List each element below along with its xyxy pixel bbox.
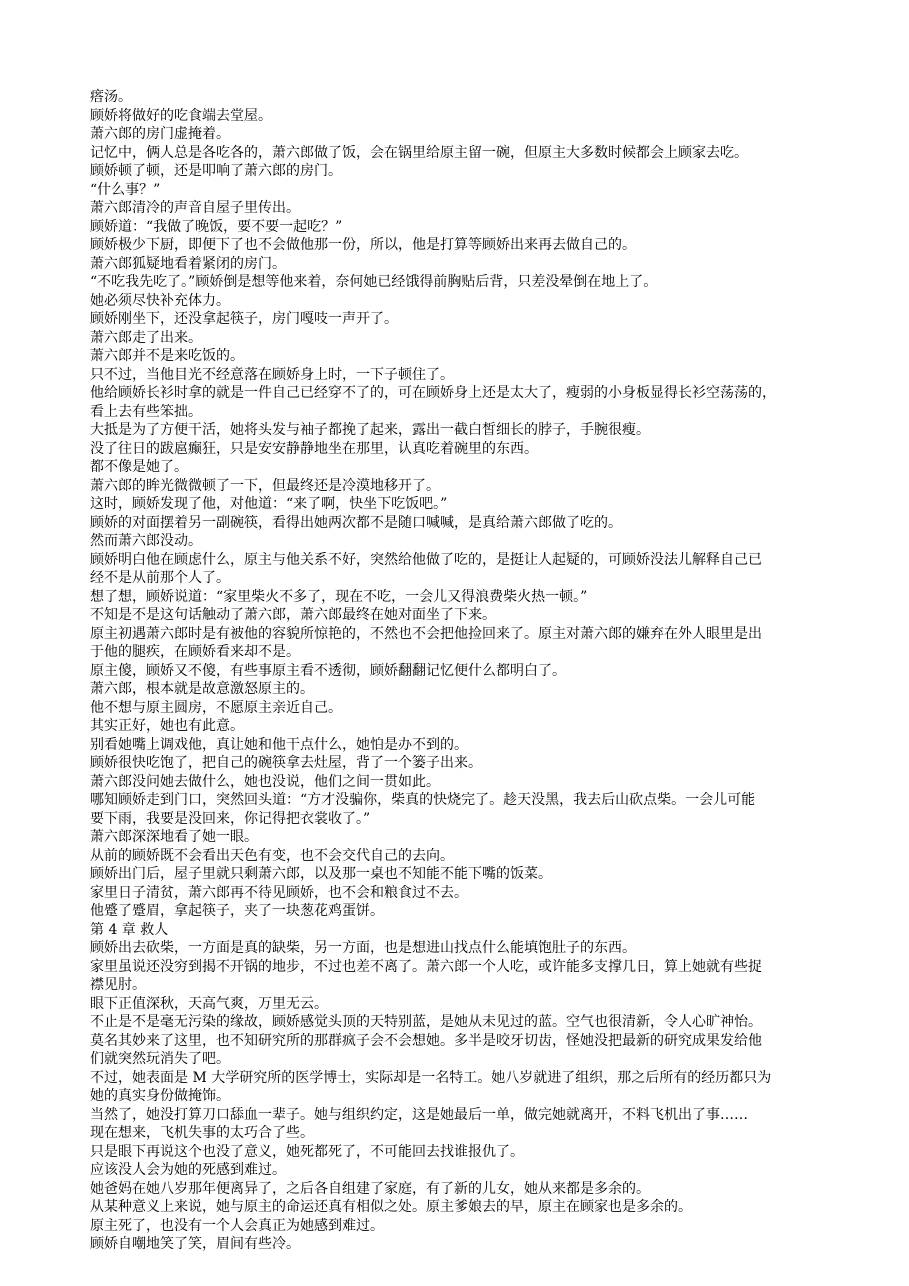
paragraph: 顾娇自嘲地笑了笑，眉间有些冷。 [90,1236,300,1252]
paragraph: 从前的顾娇既不会看出天色有变，也不会交代自己的去向。 [90,847,454,864]
paragraph: 别看她嘴上调戏他，真让她和他干点什么，她怕是办不到的。 [90,736,468,753]
paragraph: 原主死了，也没有一个人会真正为她感到难过。 [90,1217,384,1234]
paragraph: 现在想来，飞机失事的太巧合了些。 [90,1125,314,1141]
paragraph: 顾娇很快吃饱了，把自己的碗筷拿去灶屋，背了一个篓子出来。 [90,755,482,771]
paragraph: 然而萧六郎没动。 [90,533,202,549]
paragraph: 顾娇的对面摆着另一副碗筷，看得出她两次都不是随口喊喊，是真给萧六郎做了吃的。 [90,514,622,531]
paragraph: 他蹙了蹙眉，拿起筷子，夹了一块葱花鸡蛋饼。 [90,903,384,919]
paragraph: 顾娇出去砍柴，一方面是真的缺柴，另一方面，也是想进山找点什么能填饱肚子的东西。 [90,940,636,956]
paragraph: 应该没人会为她的死感到难过。 [90,1162,286,1178]
paragraph: 萧六郎的房门虚掩着。 [90,126,230,142]
paragraph: 原主初遇萧六郎时是有被他的容貌所惊艳的，不然也不会把他捡回来了。原主对萧六郎的嫌弃在外人眼里是出 于他的腿疾，在顾娇看来却不是。 [90,625,762,660]
paragraph: 当然了，她没打算刀口舔血一辈子。她与组织约定，这是她最后一单，做完她就离开，不料飞机出了事…… [90,1106,748,1123]
paragraph: 萧六郎没问她去做什么，她也没说，他们之间一贯如此。 [90,773,440,790]
paragraph: 萧六郎走了出来。 [90,329,202,346]
paragraph: “不吃我先吃了。”顾娇倒是想等他来着，奈何她已经饿得前胸贴后背，只差没晕倒在地上了。 [90,274,658,290]
paragraph: 只不过，当他目光不经意落在顾娇身上时，一下子顿住了。 [90,366,454,383]
paragraph: 顾娇极少下厨，即便下了也不会做他那一份，所以，他是打算等顾娇出来再去做自己的。 [90,237,636,253]
paragraph: 眼下正值深秋，天高气爽，万里无云。 [90,995,328,1012]
paragraph: 其实正好，她也有此意。 [90,718,244,734]
paragraph: 莫名其妙来了这里，也不知研究所的那群疯子会不会想她。多半是咬牙切齿，怪她没把最新的研究成果发给他 们就突然玩消失了吧。 [90,1032,762,1067]
paragraph: 原主傻，顾娇又不傻，有些事原主看不透彻，顾娇翻翻记忆便什么都明白了。 [90,662,566,679]
paragraph: 哪知顾娇走到门口，突然回头道：“方才没骗你，柴真的快烧完了。趁天没黑，我去后山砍点柴。一会儿可能 要下雨，我要是没回来，你记得把衣裳收了。” [90,792,756,827]
paragraph: 家里虽说还没穷到揭不开锅的地步，不过也差不离了。萧六郎一个人吃，或许能多支撑几日，算上她就有些捉 襟见肘。 [90,958,762,993]
paragraph: 顾娇顿了顿，还是叩响了萧六郎的房门。 [90,163,342,179]
paragraph: “什么事？” [90,181,161,198]
paragraph: 萧六郎，根本就是故意激怒原主的。 [90,681,314,697]
paragraph: 记忆中，俩人总是各吃各的，萧六郎做了饭，会在锅里给原主留一碗，但原主大多数时候都会上顾家去吃。 [90,144,748,161]
paragraph: 这时，顾娇发现了他，对他道：“来了啊，快坐下吃饭吧。” [90,496,448,512]
paragraph: 顾娇明白他在顾虑什么，原主与他关系不好，突然给他做了吃的，是挺让人起疑的，可顾娇没法儿解释自己已 经不是从前那个人了。 [90,551,762,586]
document-body [90,88,849,1254]
paragraph: 家里日子清贫，萧六郎再不待见顾娇，也不会和粮食过不去。 [90,884,468,901]
paragraph: 顾娇将做好的吃食端去堂屋。 [90,107,272,124]
paragraph: 不知是不是这句话触动了萧六郎，萧六郎最终在她对面坐了下来。 [90,607,496,623]
paragraph: 萧六郎并不是来吃饭的。 [90,348,244,364]
paragraph: 顾娇出门后，屋子里就只剩萧六郎，以及那一桌也不知能不能下嘴的饭菜。 [90,866,552,882]
paragraph: 他不想与原主圆房，不愿原主亲近自己。 [90,699,342,716]
paragraph: 想了想，顾娇说道：“家里柴火不多了，现在不吃，一会儿又得浪费柴火热一顿。” [90,588,588,605]
paragraph: 萧六郎清冷的声音自屋子里传出。 [90,200,300,216]
paragraph: 不过，她表面是 M 大学研究所的医学博士，实际却是一名特工。她八岁就进了组织，那之后所有的经历都只为 她的真实身份做掩饰。 [90,1069,772,1104]
paragraph: 大抵是为了方便干活，她将头发与袖子都挽了起来，露出一截白皙细长的脖子，手腕很瘦。 [90,422,650,438]
paragraph: 萧六郎狐疑地看着紧闭的房门。 [90,255,286,272]
paragraph: 都不像是她了。 [90,459,188,475]
paragraph: 瘩汤。 [90,89,132,105]
paragraph: 萧六郎的眸光微微顿了一下，但最终还是冷漠地移开了。 [90,477,440,494]
paragraph: 从某种意义上来说，她与原主的命运还真有相似之处。原主爹娘去的早，原主在顾家也是多余的。 [90,1199,692,1215]
paragraph: 她爸妈在她八岁那年便离异了，之后各自组建了家庭，有了新的儿女，她从来都是多余的。 [90,1180,650,1197]
paragraph: 只是眼下再说这个也没了意义，她死都死了，不可能回去找谁报仇了。 [90,1143,524,1160]
paragraph: 没了往日的跋扈癫狂，只是安安静静地坐在那里，认真吃着碗里的东西。 [90,440,538,457]
paragraph: 不止是不是毫无污染的缘故，顾娇感觉头顶的天特别蓝，是她从未见过的蓝。空气也很清新，令人心旷神怡。 [90,1014,762,1030]
paragraph: 顾娇道：“我做了晚饭，要不要一起吃？” [90,218,343,235]
chapter-heading: 第 4 章 救人 [90,921,169,938]
paragraph: 萧六郎深深地看了她一眼。 [90,829,258,845]
paragraph: 她必须尽快补充体力。 [90,292,230,309]
paragraph: 顾娇刚坐下，还没拿起筷子，房门嘎吱一声开了。 [90,311,398,327]
paragraph: 他给顾娇长衫时拿的就是一件自己已经穿不了的，可在顾娇身上还是太大了，瘦弱的小身板显得长衫空荡荡的， 看上去有些笨拙。 [90,385,776,420]
